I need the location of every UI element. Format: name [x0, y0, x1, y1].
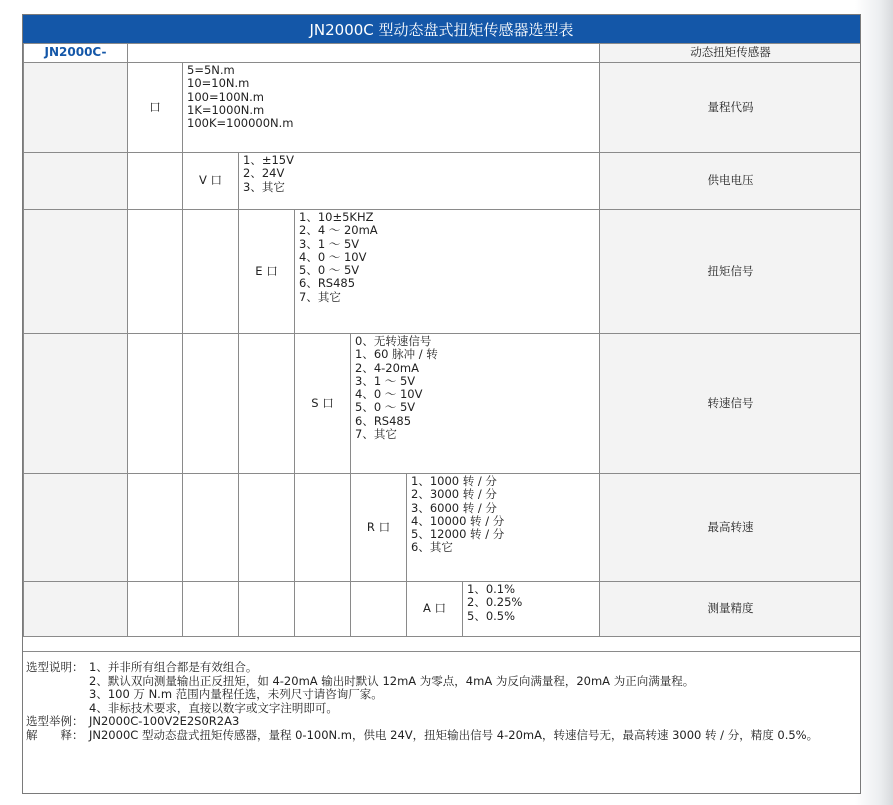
option-item: 1、10±5KHZ	[299, 210, 374, 224]
torque-signal-options	[295, 210, 600, 334]
option-item: 100=100N.m	[187, 89, 264, 104]
range-options	[183, 63, 600, 153]
note-item: 4、非标技术要求，直接以数字或文字注明即可。	[89, 700, 338, 715]
table-row-range	[24, 63, 862, 153]
speed-signal-label: 转速信号	[600, 334, 861, 474]
header-spacer	[128, 44, 600, 63]
empty-cell	[128, 153, 183, 210]
table-row-max-speed	[24, 474, 862, 582]
selection-table-frame	[22, 14, 861, 794]
explain-prefix: 解 释：	[26, 727, 84, 742]
note-line	[26, 702, 860, 716]
empty-cell	[24, 474, 128, 582]
empty-cell	[183, 210, 239, 334]
voltage-options	[239, 153, 600, 210]
option-item: 5、0 ～ 5V	[299, 263, 360, 278]
example-code: JN2000C-100V2E2S0R2A3	[89, 714, 240, 729]
option-item: 0、无转速信号	[355, 334, 432, 348]
option-item: 3、其它	[243, 179, 285, 194]
explain-line	[26, 729, 860, 743]
empty-cell	[128, 210, 183, 334]
max-speed-label: 最高转速	[600, 474, 861, 582]
option-item: 3、1 ～ 5V	[299, 236, 360, 251]
empty-cell	[24, 334, 128, 474]
note-item: 3、100 万 N.m 范围内量程任选，未列尺寸请咨询厂家。	[89, 687, 383, 702]
empty-cell	[239, 474, 295, 582]
option-item: 2、4-20mA	[355, 360, 419, 375]
note-line	[26, 661, 860, 675]
option-item: 5、0.5%	[467, 608, 516, 623]
explain-text: JN2000C 型动态盘式扭矩传感器，量程 0-100N.m，供电 24V，扭矩输出信号 4-20mA，转速信号无，最高转速 3000 转 / 分，精度 0.5%。	[89, 727, 819, 742]
model-prefix: JN2000C-	[24, 44, 128, 63]
max-speed-code: R 口	[351, 474, 407, 582]
option-item: 4、10000 转 / 分	[411, 513, 505, 528]
option-item: 4、0 ～ 10V	[299, 249, 367, 264]
option-item: 5、12000 转 / 分	[411, 527, 505, 542]
torque-signal-label: 扭矩信号	[600, 210, 861, 334]
note-line	[26, 688, 860, 702]
option-item: 5、0 ～ 5V	[355, 400, 416, 415]
option-item: 4、0 ～ 10V	[355, 387, 423, 402]
note-item: 2、默认双向测量输出正反扭矩，如 4-20mA 输出时默认 12mA 为零点，4mA 为反向满量程，20mA 为正向满量程。	[89, 673, 695, 688]
empty-cell	[295, 474, 351, 582]
speed-signal-code: S 口	[295, 334, 351, 474]
note-line	[26, 675, 860, 689]
empty-cell	[183, 474, 239, 582]
option-item: 7、其它	[355, 427, 397, 442]
table-row-voltage	[24, 153, 862, 210]
example-prefix: 选型举例：	[26, 714, 84, 729]
table-row-torque-signal	[24, 210, 862, 334]
empty-cell	[24, 63, 128, 153]
option-item: 5=5N.m	[187, 63, 235, 77]
option-item: 1、1000 转 / 分	[411, 474, 497, 488]
note-item: 1、并非所有组合都是有效组合。	[89, 660, 258, 674]
option-item: 6、RS485	[299, 276, 356, 291]
empty-cell	[128, 582, 183, 637]
option-item: 6、其它	[411, 540, 453, 555]
option-item: 6、RS485	[355, 413, 412, 428]
empty-cell	[183, 582, 239, 637]
range-label: 量程代码	[600, 63, 861, 153]
option-item: 1、±15V	[243, 153, 294, 167]
empty-cell	[295, 582, 351, 637]
selection-notes	[23, 651, 860, 743]
example-line	[26, 715, 860, 729]
selection-table	[23, 43, 861, 637]
option-item: 10=10N.m	[187, 76, 250, 91]
table-row-speed-signal	[24, 334, 862, 474]
empty-cell	[24, 210, 128, 334]
empty-cell	[351, 582, 407, 637]
option-item: 2、3000 转 / 分	[411, 487, 497, 502]
option-item: 3、6000 转 / 分	[411, 500, 497, 515]
header-row	[24, 44, 862, 63]
notes-prefix: 选型说明：	[26, 660, 84, 674]
accuracy-options	[463, 582, 600, 637]
speed-signal-options	[351, 334, 600, 474]
empty-cell	[128, 474, 183, 582]
accuracy-code: A 口	[407, 582, 463, 637]
empty-cell	[239, 582, 295, 637]
torque-signal-code: E 口	[239, 210, 295, 334]
empty-cell	[24, 153, 128, 210]
option-item: 2、0.25%	[467, 595, 523, 610]
max-speed-options	[407, 474, 600, 582]
category-header: 动态扭矩传感器	[600, 44, 861, 63]
option-item: 100K=100000N.m	[187, 116, 294, 131]
option-item: 3、1 ～ 5V	[355, 373, 416, 388]
empty-cell	[24, 582, 128, 637]
empty-cell	[239, 334, 295, 474]
range-code: 口	[128, 63, 183, 153]
option-item: 1、0.1%	[467, 582, 516, 596]
option-item: 2、24V	[243, 166, 285, 181]
option-item: 1、60 脉冲 / 转	[355, 347, 438, 362]
table-title: JN2000C 型动态盘式扭矩传感器选型表	[23, 15, 860, 43]
option-item: 7、其它	[299, 289, 341, 304]
option-item: 2、4 ～ 20mA	[299, 223, 378, 238]
empty-cell	[128, 334, 183, 474]
voltage-code: V 口	[183, 153, 239, 210]
empty-cell	[183, 334, 239, 474]
accuracy-label: 测量精度	[600, 582, 861, 637]
option-item: 1K=1000N.m	[187, 102, 265, 117]
voltage-label: 供电电压	[600, 153, 861, 210]
table-row-accuracy	[24, 582, 862, 637]
